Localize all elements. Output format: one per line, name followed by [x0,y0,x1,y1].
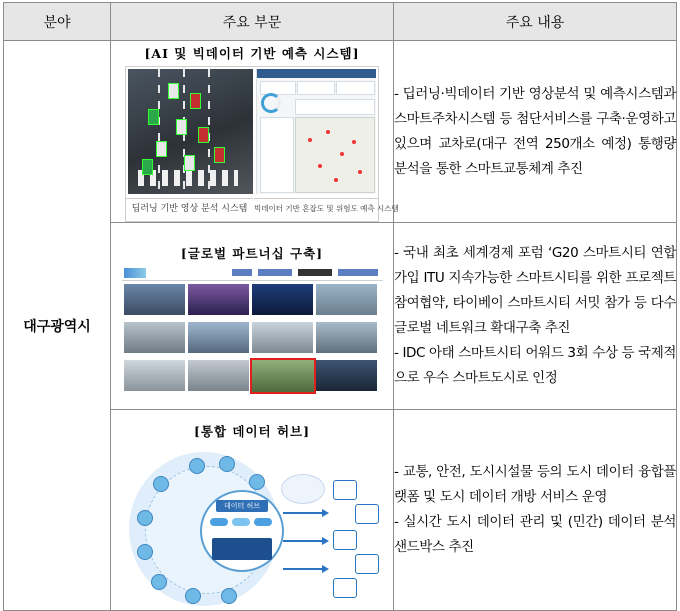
bullet-text: - 실시간 도시 데이터 관리 및 (민간) 데이터 분석 샌드박스 추진 [394,514,676,555]
service-icon [355,554,379,574]
service-icon [333,530,357,550]
arrow-icon [283,540,323,542]
header-field: 분야 [4,3,111,41]
part-title: [통합 데이터 허브] [193,424,311,439]
header-content: 주요 내용 [394,3,677,41]
traffic-video-image [128,69,253,194]
smart-city-cloud [281,474,325,504]
caption-bigdata: 빅데이터 기반 혼잡도 및 위험도 예측 시스템 [254,198,378,219]
bullet-text: - 교통, 안전, 도시시설물 등의 도시 데이터 융합플랫폼 및 도시 데이터 개방 서비스 운영 [394,464,676,505]
header-part: 주요 부문 [111,3,394,41]
map-thumbnail [295,117,375,193]
bullet-text: - 딥러닝·빅데이터 기반 영상분석 및 예측시스템과 스마트주차시스템 등 첨단서비스를 구축·운영하고 있으며 교차로(대구 전역 250개소 예정) 통행량 분석을 통한 스마트교통체계 추진 [394,85,676,177]
part-cell [111,223,394,410]
table-row [4,41,677,223]
ai-system-image [125,66,399,222]
part-title: [AI 및 빅데이터 기반 예측 시스템] [144,46,360,61]
service-icon [333,480,357,500]
part-cell [111,41,399,223]
data-hub-diagram [123,450,381,608]
content-table [3,2,677,611]
data-hub-circle [200,490,284,572]
caption-video: 딥러닝 기반 영상 분석 시스템 [126,198,253,219]
part-cell [111,410,394,611]
partnership-website-image [122,266,383,400]
field-cell: 대구광역시 [4,41,111,611]
highlighted-photo [250,358,316,394]
part-title: [글로벌 파트너십 구축] [180,246,324,261]
dashboard-image [256,69,376,194]
bullet-text: - 국내 최초 세계경제 포럼 ‘G20 스마트시티 연합 가입 ITU 지속가능한 스마트시티를 위한 프로젝트 참여협약, 타이베이 스마트시티 서밋 참가 등 다수 글로벌 네트워크 확대구축 추진 [394,245,676,336]
bullet-text: - IDC 아태 스마트시티 어워드 3회 수상 등 국제적으로 우수 스마트도시로 인정 [394,345,676,386]
service-icon [355,504,379,524]
table-header-row [4,3,677,41]
content-cell [394,223,677,410]
arrow-icon [283,512,323,514]
content-cell [394,41,677,223]
arrow-icon [283,568,323,570]
content-cell [394,410,677,611]
hub-label: 데이터 허브 [216,500,268,512]
service-icon [333,578,357,598]
